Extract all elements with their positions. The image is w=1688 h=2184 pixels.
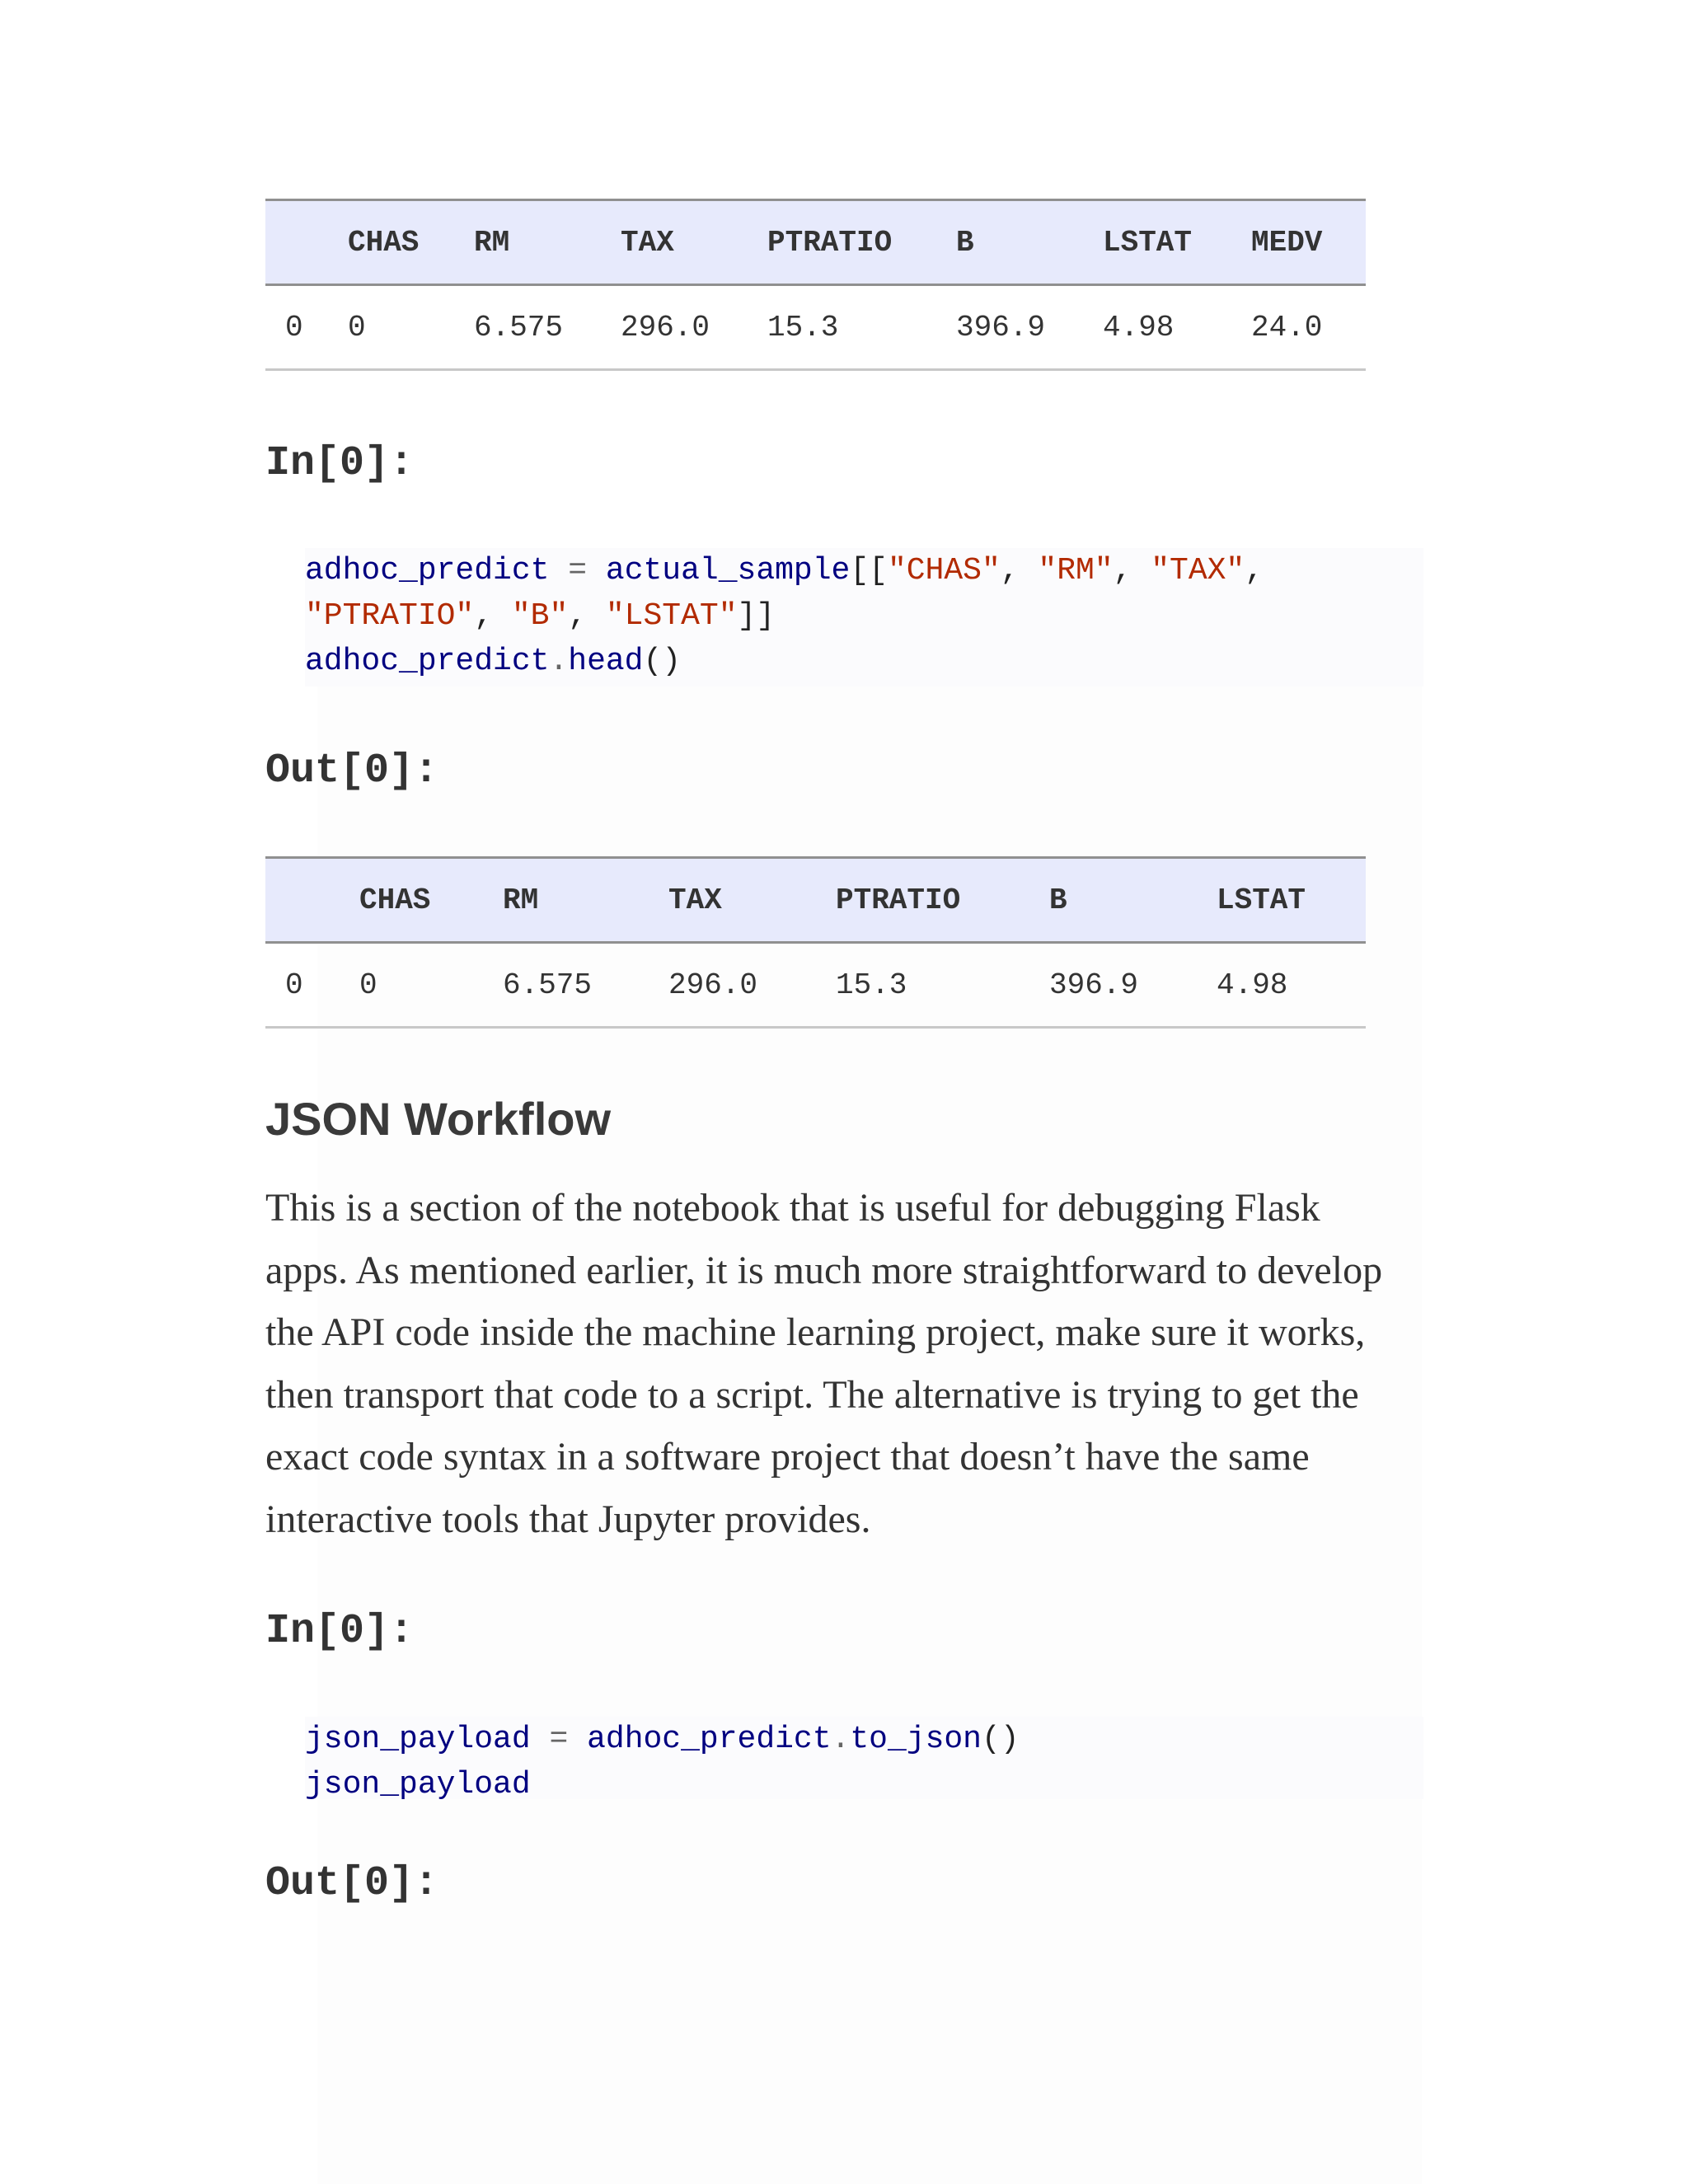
table-cell: 296.0 [668, 943, 836, 1028]
table-cell: 0 [348, 285, 474, 370]
dataframe-table-1 [265, 199, 1366, 371]
code-line [305, 1762, 1423, 1807]
table-cell: 4.98 [1217, 943, 1366, 1028]
code-token: , [474, 598, 512, 634]
code-token [587, 553, 606, 588]
code-token: ]] [737, 598, 776, 634]
code-token: . [549, 644, 569, 679]
code-token: () [982, 1722, 1020, 1757]
dataframe-table-2 [265, 856, 1366, 1029]
index-header [265, 200, 348, 285]
code-token [531, 1722, 550, 1757]
code-token [549, 553, 568, 588]
code-token: . [831, 1722, 851, 1757]
table-cell: 15.3 [836, 943, 1049, 1028]
out-prompt: Out[0]: [265, 748, 439, 794]
table-cell: 4.98 [1103, 285, 1251, 370]
table-cell: 0 [359, 943, 503, 1028]
code-token: , [1000, 553, 1039, 588]
code-token: = [549, 1722, 569, 1757]
row-index-cell: 0 [265, 285, 348, 370]
code-token: json_payload [305, 1722, 531, 1757]
out-prompt: Out[0]: [265, 1860, 439, 1907]
column-header: PTRATIO [836, 858, 1049, 943]
code-token: "LSTAT" [605, 598, 738, 634]
code-token: adhoc_predict [587, 1722, 832, 1757]
column-header: LSTAT [1217, 858, 1366, 943]
code-line [305, 548, 1423, 593]
table-cell: 24.0 [1251, 285, 1366, 370]
code-block[interactable] [305, 1717, 1423, 1802]
code-token: to_json [850, 1722, 982, 1757]
code-line [305, 639, 1423, 684]
code-token: "CHAS" [887, 553, 1001, 588]
column-header: TAX [668, 858, 836, 943]
code-token: adhoc_predict [305, 553, 550, 588]
code-token: adhoc_predict [305, 644, 550, 679]
column-header: RM [503, 858, 668, 943]
code-block[interactable] [305, 548, 1423, 687]
table-cell: 15.3 [767, 285, 956, 370]
column-header: CHAS [348, 200, 474, 285]
code-token: json_payload [305, 1767, 531, 1802]
table-cell: 396.9 [1049, 943, 1217, 1028]
code-token: "PTRATIO" [305, 598, 475, 634]
column-header: B [956, 200, 1103, 285]
table-header-row [265, 858, 1366, 943]
section-heading: JSON Workflow [265, 1093, 612, 1145]
code-token: = [568, 553, 588, 588]
code-token: () [643, 644, 682, 679]
table-cell: 6.575 [503, 943, 668, 1028]
code-token: , [568, 598, 606, 634]
table-cell: 296.0 [621, 285, 767, 370]
table-cell: 396.9 [956, 285, 1103, 370]
index-header [265, 858, 359, 943]
table-row [265, 943, 1366, 1028]
code-token: "B" [511, 598, 569, 634]
table-cell: 6.575 [474, 285, 621, 370]
section-paragraph: This is a section of the notebook that is useful for debugging Flask apps. As mentioned earlier, it is much more straightforward to develop the API code inside the machine learning project, make sure it works, then transport that code to a script. The alternative is trying to get the exact code syntax in a software project that doesn’t have the same interactive tools that Jupyter provides. [265, 1186, 1383, 1541]
column-header: TAX [621, 200, 767, 285]
row-index-cell: 0 [265, 943, 359, 1028]
column-header: MEDV [1251, 200, 1366, 285]
code-token: [[ [850, 553, 888, 588]
column-header: CHAS [359, 858, 503, 943]
column-header: PTRATIO [767, 200, 956, 285]
code-token: , [1113, 553, 1151, 588]
in-prompt: In[0]: [265, 440, 415, 487]
code-token: "RM" [1038, 553, 1114, 588]
code-line [305, 593, 1423, 639]
code-token: head [568, 644, 644, 679]
table-row [265, 285, 1366, 370]
column-header: LSTAT [1103, 200, 1251, 285]
column-header: RM [474, 200, 621, 285]
code-token: , [1245, 553, 1264, 588]
code-token: "TAX" [1151, 553, 1245, 588]
code-line [305, 1717, 1423, 1762]
in-prompt: In[0]: [265, 1608, 415, 1655]
column-header: B [1049, 858, 1217, 943]
code-token: actual_sample [605, 553, 851, 588]
code-token [568, 1722, 587, 1757]
table-header-row [265, 200, 1366, 285]
